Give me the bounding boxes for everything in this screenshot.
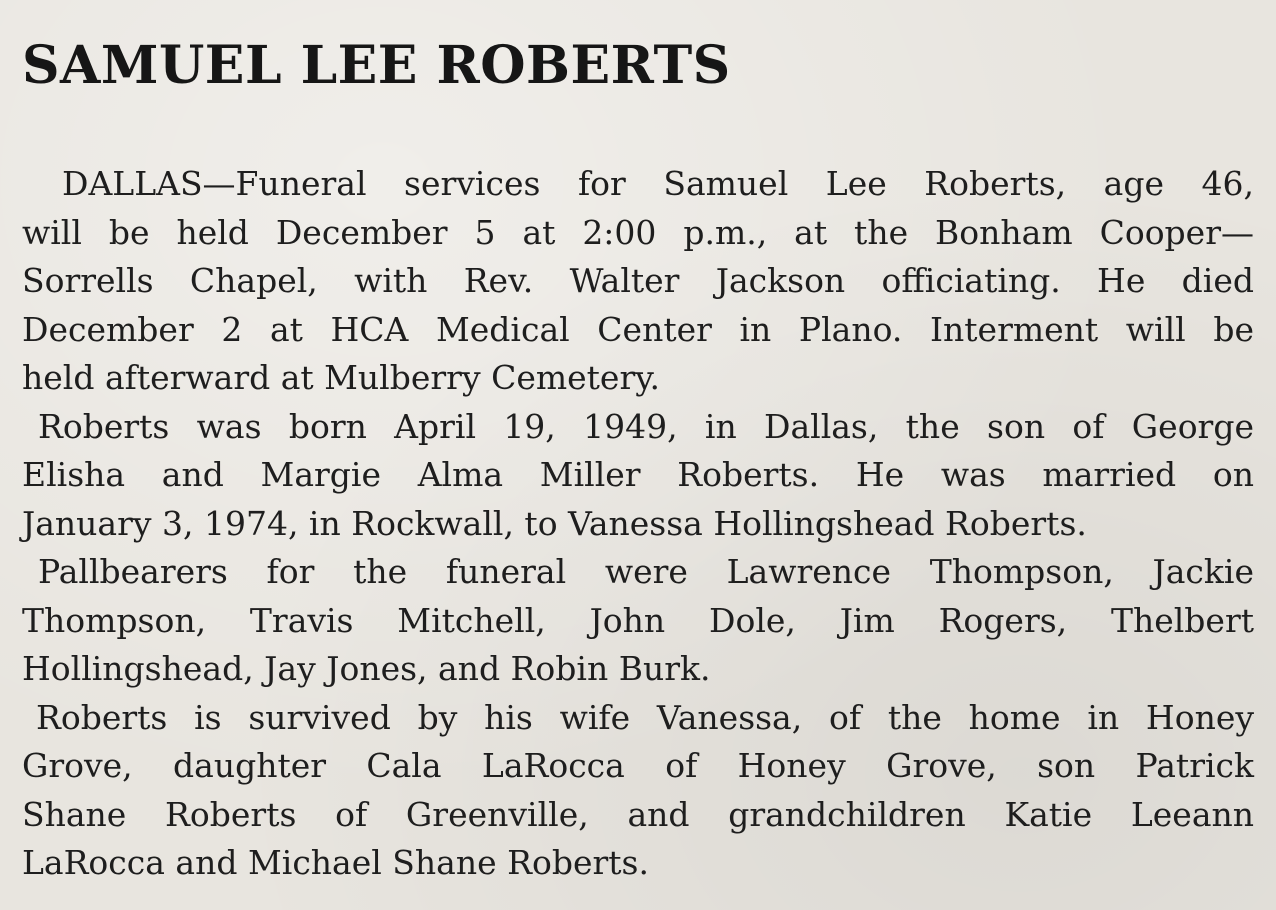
obituary-headline: SAMUEL LEE ROBERTS [22, 35, 731, 96]
text-line: Thompson, Travis Mitchell, John Dole, Jim Rogers, Thelbert [22, 600, 1254, 640]
text-line: Elisha and Margie Alma Miller Roberts. He was married on [22, 455, 1254, 494]
text-line: held afterward at Mulberry Cemetery. [22, 358, 660, 397]
text-line: DALLAS—Funeral services for Samuel Lee Roberts, age 46, [62, 164, 1254, 203]
paragraph-biography [22, 403, 1254, 549]
text-line: Pallbearers for the funeral were Lawrence Thompson, Jackie [38, 552, 1254, 591]
text-line: Shane Roberts of Greenville, and grandchildren Katie Leeann [22, 794, 1254, 834]
paragraph-survivors [22, 694, 1254, 888]
text-line: will be held December 5 at 2:00 p.m., at the Bonham Cooper— [22, 212, 1254, 252]
text-line: December 2 at HCA Medical Center in Plano. Interment will be [22, 309, 1254, 349]
text-line: Roberts was born April 19, 1949, in Dallas, the son of George [38, 406, 1254, 446]
text-line: January 3, 1974, in Rockwall, to Vanessa Hollingshead Roberts. [22, 503, 1087, 543]
paragraph-funeral-services [22, 160, 1254, 403]
text-line: Roberts is survived by his wife Vanessa, of the home in Honey [36, 697, 1254, 737]
text-line: Sorrells Chapel, with Rev. Walter Jackson officiating. He died [22, 261, 1254, 300]
text-line: LaRocca and Michael Shane Roberts. [22, 843, 649, 882]
text-line: Hollingshead, Jay Jones, and Robin Burk. [22, 649, 711, 688]
paragraph-pallbearers [22, 548, 1254, 694]
obituary-body [22, 160, 1254, 888]
text-line: Grove, daughter Cala LaRocca of Honey Grove, son Patrick [22, 746, 1254, 785]
